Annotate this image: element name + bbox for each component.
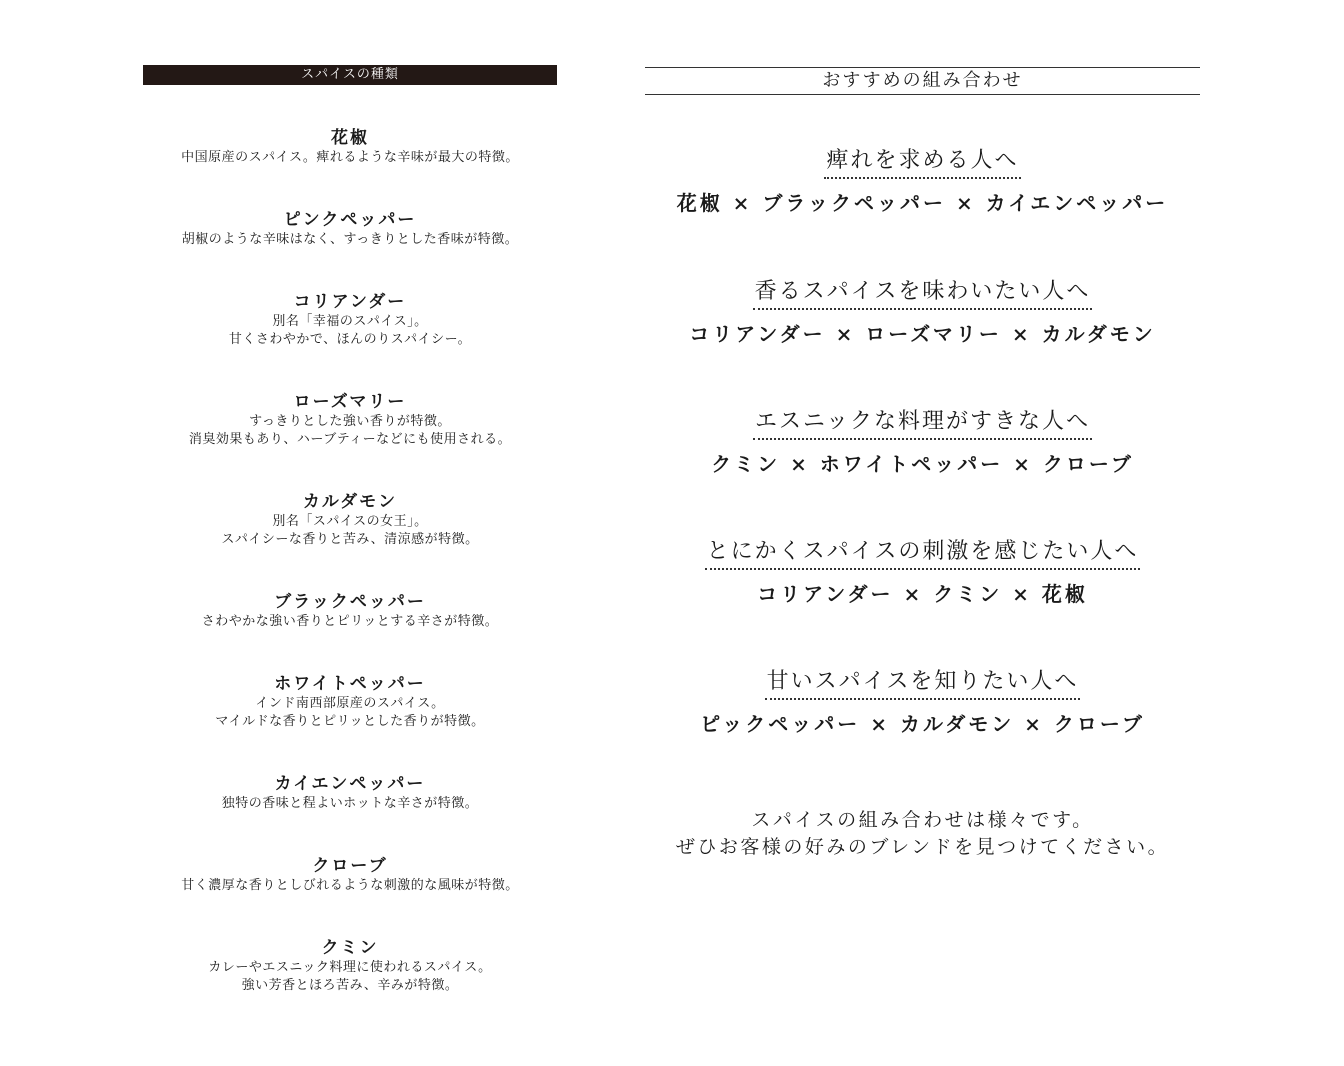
combo-title: エスニックな料理がすきな人へ bbox=[753, 408, 1092, 440]
spice-item-pink-pepper bbox=[143, 209, 557, 249]
spice-item-coriander bbox=[143, 291, 557, 349]
spice-desc: 胡椒のような辛味はなく、すっきりとした香味が特徴。 bbox=[181, 232, 519, 247]
spice-name: コリアンダー bbox=[293, 292, 407, 312]
spice-desc: すっきりとした強い香りが特徴。 bbox=[249, 414, 451, 429]
combo-title: 香るスパイスを味わいたい人へ bbox=[753, 278, 1093, 310]
combo-aroma bbox=[645, 278, 1200, 348]
closing-message bbox=[645, 807, 1200, 861]
combo-items: コリアンダー × ローズマリー × カルダモン bbox=[689, 322, 1156, 346]
spice-item-clove bbox=[143, 855, 557, 895]
spice-name: ブラックペッパー bbox=[274, 592, 426, 612]
spice-item-hua-jiao bbox=[143, 127, 557, 167]
spice-desc: 甘くさわやかで、ほんのりスパイシー。 bbox=[228, 332, 472, 347]
combo-sweet bbox=[645, 668, 1200, 738]
spice-item-cardamom bbox=[143, 491, 557, 549]
spice-desc: さわやかな強い香りとピリッとする辛さが特徴。 bbox=[201, 614, 499, 629]
combo-items: ピックペッパー × カルダモン × クローブ bbox=[700, 712, 1145, 736]
recommended-combos-column bbox=[645, 67, 1200, 858]
combo-items: コリアンダー × クミン × 花椒 bbox=[757, 582, 1088, 606]
spice-item-rosemary bbox=[143, 391, 557, 449]
spice-name: ホワイトペッパー bbox=[274, 674, 426, 694]
spice-desc: 強い芳香とほろ苦み、辛みが特徴。 bbox=[241, 978, 459, 993]
combo-stimulus bbox=[645, 538, 1200, 608]
spice-name: ローズマリー bbox=[293, 392, 407, 412]
spice-item-cayenne-pepper bbox=[143, 773, 557, 813]
spice-item-black-pepper bbox=[143, 591, 557, 631]
combo-items: クミン × ホワイトペッパー × クローブ bbox=[711, 452, 1134, 476]
combo-ethnic bbox=[645, 408, 1200, 478]
recommended-combos-header: おすすめの組み合わせ bbox=[645, 67, 1200, 95]
spice-name: 花椒 bbox=[331, 128, 369, 148]
spice-name: カイエンペッパー bbox=[274, 774, 426, 794]
spice-desc: マイルドな香りとピリッとした香りが特徴。 bbox=[215, 714, 485, 729]
spice-desc: スパイシーな香りと苦み、清涼感が特徴。 bbox=[221, 532, 479, 547]
closing-line: スパイスの組み合わせは様々です。 bbox=[751, 809, 1094, 831]
combo-title: 痺れを求める人へ bbox=[824, 147, 1020, 179]
spice-desc: 独特の香味と程よいホットな辛さが特徴。 bbox=[221, 796, 479, 811]
combo-items: 花椒 × ブラックペッパー × カイエンペッパー bbox=[676, 191, 1169, 215]
spice-desc: 別名「スパイスの女王」。 bbox=[272, 514, 428, 529]
spice-name: ピンクペッパー bbox=[283, 210, 417, 230]
spice-types-column bbox=[143, 65, 557, 993]
spice-desc: インド南西部原産のスパイス。 bbox=[255, 696, 445, 711]
closing-line: ぜひお客様の好みのブレンドを見つけてください。 bbox=[675, 836, 1170, 858]
spice-desc: 消臭効果もあり、ハーブティーなどにも使用される。 bbox=[188, 432, 512, 447]
spice-name: クミン bbox=[321, 938, 379, 958]
spice-name: クローブ bbox=[312, 856, 388, 876]
spice-types-header: スパイスの種類 bbox=[143, 65, 557, 85]
spice-desc: カレーやエスニック料理に使われるスパイス。 bbox=[208, 960, 492, 975]
spice-name: カルダモン bbox=[302, 492, 398, 512]
spice-item-cumin bbox=[143, 937, 557, 995]
spice-desc: 中国原産のスパイス。痺れるような辛味が最大の特徴。 bbox=[181, 150, 519, 165]
spice-desc: 別名「幸福のスパイス」。 bbox=[272, 314, 428, 329]
combo-numbness bbox=[645, 147, 1200, 217]
combo-title: とにかくスパイスの刺激を感じたい人へ bbox=[705, 538, 1141, 570]
spice-item-white-pepper bbox=[143, 673, 557, 731]
combo-title: 甘いスパイスを知りたい人へ bbox=[765, 668, 1081, 700]
spice-desc: 甘く濃厚な香りとしびれるような刺激的な風味が特徴。 bbox=[181, 878, 519, 893]
